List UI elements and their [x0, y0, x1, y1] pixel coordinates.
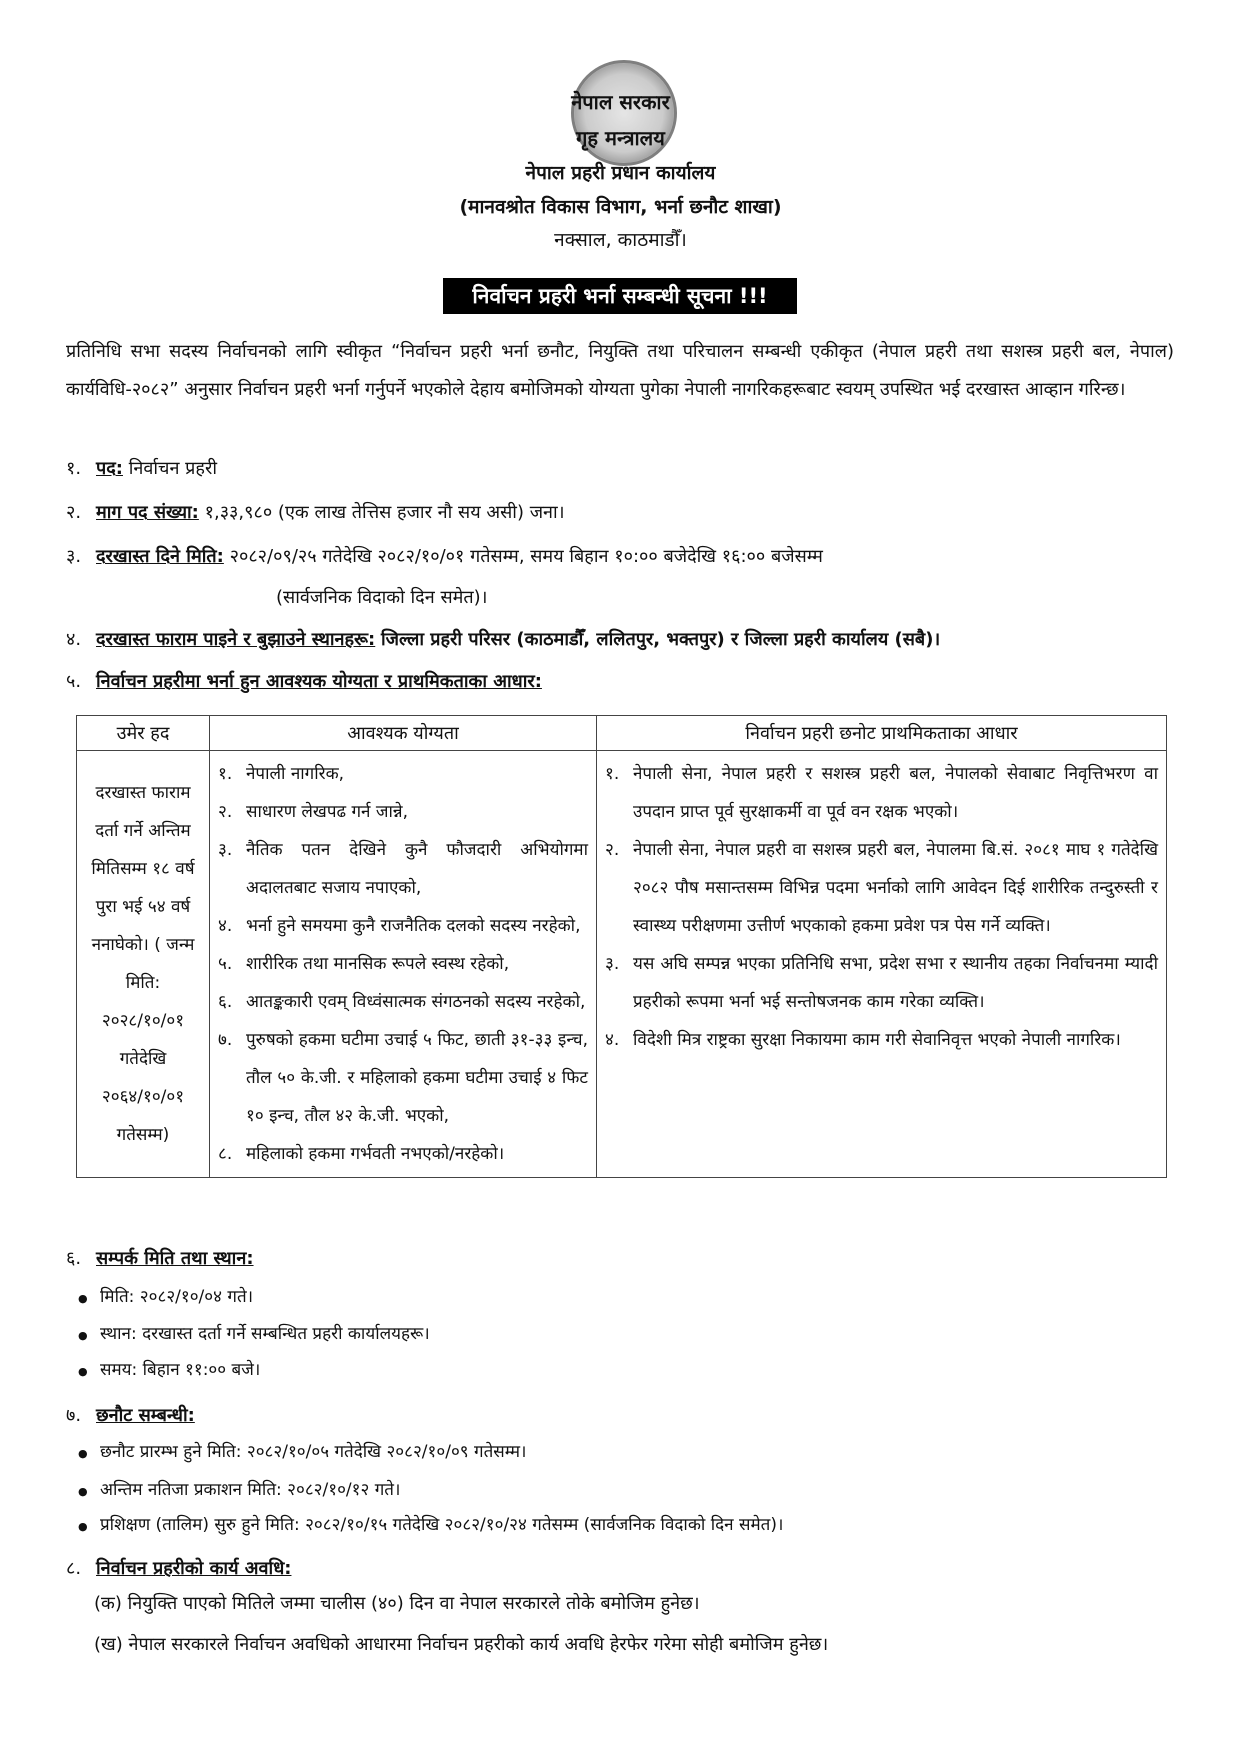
- intro-paragraph: प्रतिनिधि सभा सदस्य निर्वाचनको लागि स्वीकृत “निर्वाचन प्रहरी भर्ना छनौट, नियुक्ति तथा परिचालन सम्बन्धी एकीकृत (नेपाल प्रहरी तथा सशस्त्र प्रहरी बल, नेपाल) कार्यविधि-२०८२” अनुसार निर्वाचन प्रहरी भर्ना गर्नुपर्ने भएकोले देहाय बमोजिमको योग्यता पुगेका नेपाली नागरिकहरूबाट स्वयम् उपस्थित भई दरखास्त आव्हान गरिन्छ।: [66, 341, 1174, 400]
- item-number: ६.: [218, 992, 233, 1012]
- item-label: पद:: [96, 458, 123, 479]
- item-label: दरखास्त फाराम पाइने र बुझाउने स्थानहरू:: [96, 629, 376, 650]
- item-application-locations: [66, 627, 1176, 653]
- item-number: ८.: [218, 1144, 233, 1164]
- qualification-item: [218, 983, 588, 1021]
- item-text: १,३३,९८० (एक लाख तेत्तिस हजार नौ सय असी) जना।: [204, 502, 565, 523]
- age-limit-cell: दरखास्त फाराम दर्ता गर्ने अन्तिम मितिसम्म १८ वर्ष पुरा भई ५४ वर्ष ननाघेको। ( जन्म मिति: २०२८/१०/०१ गतेदेखि २०६४/१०/०१ गतेसम्म): [77, 751, 210, 1178]
- header-line-4: (मानवश्रोत विकास विभाग, भर्ना छनौट शाखा): [459, 196, 782, 218]
- header-line-1: नेपाल सरकार: [571, 90, 670, 114]
- qualification-item: [218, 945, 588, 983]
- item-label: निर्वाचन प्रहरीमा भर्ना हुन आवश्यक योग्यता र प्राथमिकताका आधार:: [96, 671, 542, 692]
- item-number: ३.: [605, 954, 620, 974]
- item-label: छनौट सम्बन्धी:: [96, 1405, 195, 1426]
- section-contact: [66, 1246, 1176, 1272]
- item-post: [66, 456, 1176, 482]
- item-text: विदेशी मित्र राष्ट्रका सुरक्षा निकायमा काम गरी सेवानिवृत्त भएको नेपाली नागरिक।: [633, 1030, 1121, 1050]
- item-number: २.: [605, 840, 620, 860]
- item-number: ३.: [66, 546, 82, 567]
- item-text: निर्वाचन प्रहरी: [128, 458, 218, 479]
- item-number: १.: [218, 764, 233, 784]
- column-header-priority: निर्वाचन प्रहरी छनोट प्राथमिकताका आधार: [597, 716, 1167, 751]
- item-label: माग पद संख्या:: [96, 502, 199, 523]
- item-text: साधारण लेखपढ गर्न जान्ने,: [246, 802, 408, 822]
- qualification-item: [218, 831, 588, 907]
- qualifications-cell: [210, 751, 597, 1178]
- priority-item: [605, 1021, 1158, 1059]
- list-item: ● छनौट प्रारम्भ हुने मिति: २०८२/१०/०५ गतेदेखि २०८२/१०/०९ गतेसम्म।: [100, 1439, 526, 1465]
- item-number: ४.: [218, 916, 233, 936]
- list-item: ● समय: बिहान ११:०० बजे।: [100, 1357, 260, 1383]
- item-number: ६.: [66, 1248, 82, 1269]
- item-number: ७.: [218, 1030, 233, 1050]
- qualification-table: [76, 715, 1167, 1178]
- priority-item: [605, 831, 1158, 945]
- item-qualifications-heading: [66, 669, 1176, 695]
- item-text: महिलाको हकमा गर्भवती नभएको/नरहेको।: [246, 1144, 505, 1164]
- table-header-row: [77, 716, 1167, 751]
- item-text: २०८२/०९/२५ गतेदेखि २०८२/१०/०१ गतेसम्म, समय बिहान १०:०० बजेदेखि १६:०० बजेसम्म: [229, 546, 823, 567]
- item-text: शारीरिक तथा मानसिक रूपले स्वस्थ रहेको,: [246, 954, 510, 974]
- list-item: ● मिति: २०८२/१०/०४ गते।: [100, 1284, 253, 1310]
- qualification-item: [218, 907, 588, 945]
- item-application-date-note: (सार्वजनिक विदाको दिन समेत)।: [276, 587, 488, 608]
- item-number: ४.: [66, 629, 82, 650]
- column-header-age: उमेर हद: [77, 716, 210, 751]
- item-application-date: [66, 544, 1176, 570]
- priority-item: [605, 755, 1158, 831]
- item-post-count: [66, 500, 1176, 526]
- item-number: १.: [605, 764, 620, 784]
- list-item: ● प्रशिक्षण (तालिम) सुरु हुने मिति: २०८२/१०/१५ गतेदेखि २०८२/१०/२४ गतेसम्म (सार्वजनिक विदाको दिन समेत)।: [100, 1512, 783, 1538]
- item-text: नैतिक पतन देखिने कुनै फौजदारी अभियोगमा अदालतबाट सजाय नपाएको,: [246, 840, 588, 898]
- item-text: आतङ्ककारी एवम् विध्वंसात्मक संगठनको सदस्य नरहेको,: [246, 992, 586, 1012]
- qualification-item: [218, 1021, 588, 1135]
- header-line-5: नक्साल, काठमाडौँ।: [554, 229, 687, 251]
- item-label: दरखास्त दिने मिति:: [96, 546, 224, 567]
- qualification-item: [218, 755, 588, 793]
- item-text: नेपाली सेना, नेपाल प्रहरी वा सशस्त्र प्रहरी बल, नेपालमा बि.सं. २०८१ माघ १ गतेदेखि २०८२ पौष मसान्तसम्म विभिन्न पदमा भर्नाको लागि आवेदन दिई शारीरिक तन्दुरुस्ती र स्वास्थ्य परीक्षणमा उत्तीर्ण भएकाको हकमा प्रवेश पत्र पेस गर्ने व्यक्ति।: [633, 840, 1158, 936]
- priority-item: [605, 945, 1158, 1021]
- item-label: निर्वाचन प्रहरीको कार्य अवधि:: [96, 1558, 292, 1579]
- section-selection: [66, 1403, 1176, 1429]
- qualification-item: [218, 1135, 588, 1173]
- list-item: ● अन्तिम नतिजा प्रकाशन मिति: २०८२/१०/१२ गते।: [100, 1477, 400, 1503]
- header-line-2: गृह मन्त्रालय: [576, 126, 665, 150]
- notice-title: निर्वाचन प्रहरी भर्ना सम्बन्धी सूचना !!!: [443, 278, 797, 314]
- item-number: ५.: [66, 671, 82, 692]
- item-text: नेपाली सेना, नेपाल प्रहरी र सशस्त्र प्रहरी बल, नेपालको सेवाबाट निवृत्तिभरण वा उपदान प्राप्त पूर्व सुरक्षाकर्मी वा पूर्व वन रक्षक भएको।: [633, 764, 1158, 822]
- item-text: जिल्ला प्रहरी परिसर (काठमाडौँ, ललितपुर, भक्तपुर) र जिल्ला प्रहरी कार्यालय (सबै)।: [380, 629, 941, 650]
- qualification-item: [218, 793, 588, 831]
- item-number: १.: [66, 458, 82, 479]
- work-period-line: (ख) नेपाल सरकारले निर्वाचन अवधिको आधारमा निर्वाचन प्रहरीको कार्य अवधि हेरफेर गरेमा सोही बमोजिम हुनेछ।: [94, 1634, 829, 1655]
- column-header-qualification: आवश्यक योग्यता: [210, 716, 597, 751]
- work-period-line: (क) नियुक्ति पाएको मितिले जम्मा चालीस (४०) दिन वा नेपाल सरकारले तोके बमोजिम हुनेछ।: [94, 1593, 700, 1614]
- list-item: ● स्थान: दरखास्त दर्ता गर्ने सम्बन्धित प्रहरी कार्यालयहरू।: [100, 1321, 430, 1347]
- item-text: पुरुषको हकमा घटीमा उचाई ५ फिट, छाती ३१-३३ इन्च, तौल ५० के.जी. र महिलाको हकमा घटीमा उचाई ४ फिट १० इन्च, तौल ४२ के.जी. भएको,: [246, 1030, 588, 1126]
- item-number: २.: [218, 802, 233, 822]
- item-number: ७.: [66, 1405, 82, 1426]
- header-line-3: नेपाल प्रहरी प्रधान कार्यालय: [525, 162, 716, 184]
- item-text: भर्ना हुने समयमा कुनै राजनैतिक दलको सदस्य नरहेको,: [246, 916, 581, 936]
- item-number: २.: [66, 502, 82, 523]
- item-number: ८.: [66, 1558, 82, 1579]
- priorities-cell: [597, 751, 1167, 1178]
- item-number: ५.: [218, 954, 233, 974]
- item-label: सम्पर्क मिति तथा स्थान:: [96, 1248, 254, 1269]
- table-row: [77, 751, 1167, 1178]
- item-text: यस अघि सम्पन्न भएका प्रतिनिधि सभा, प्रदेश सभा र स्थानीय तहका निर्वाचनमा म्यादी प्रहरीको रूपमा भर्ना भई सन्तोषजनक काम गरेका व्यक्ति।: [633, 954, 1158, 1012]
- item-number: ४.: [605, 1030, 620, 1050]
- item-number: ३.: [218, 840, 233, 860]
- item-text: नेपाली नागरिक,: [246, 764, 345, 784]
- section-work-period: [66, 1556, 1176, 1582]
